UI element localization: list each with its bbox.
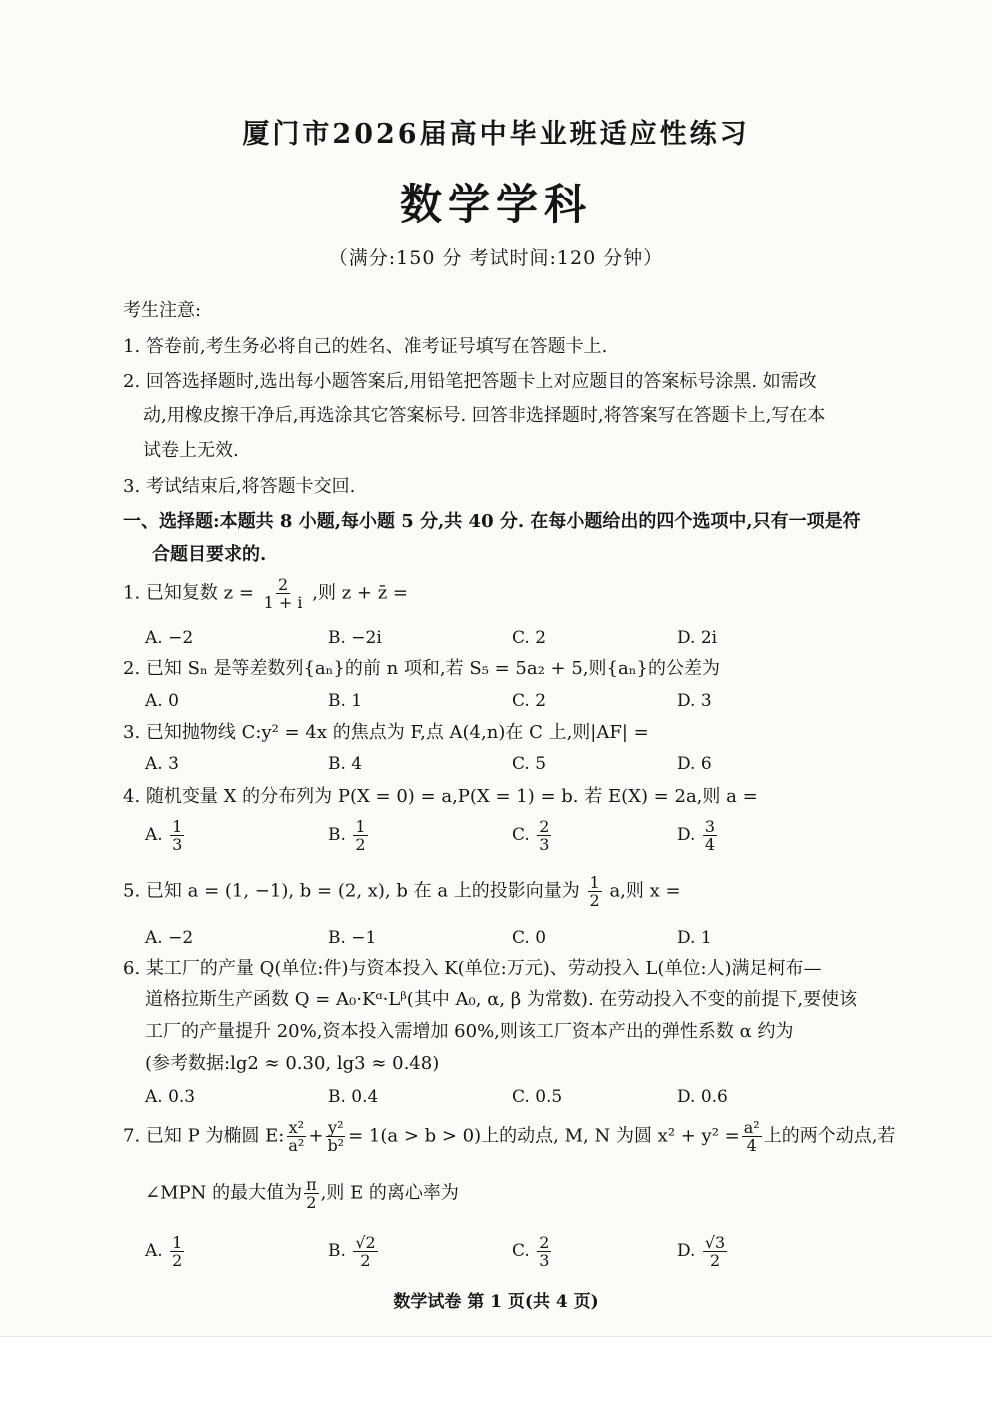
fraction — [325, 1119, 346, 1154]
question-text: ∠MPN 的最大值为 — [145, 1182, 303, 1204]
fraction-numerator: 3 — [704, 817, 716, 836]
question-text: 7. 已知 P 为椭圆 E: — [123, 1125, 285, 1147]
fraction-denominator: 3 — [172, 835, 183, 854]
question-6-line: 工厂的产量提升 20%,资本投入需增加 60%,则该工厂资本产出的弹性系数 α 约为 — [145, 1021, 794, 1042]
below-page-area — [0, 1337, 992, 1403]
notice-item: 3. 考试结束后,将答题卡交回. — [123, 476, 356, 497]
option-a: A. 0 — [145, 691, 179, 711]
fraction-numerator: 2 — [539, 1233, 550, 1252]
option-a — [145, 1234, 186, 1269]
fraction-denominator: 2 — [709, 1251, 721, 1270]
question-1 — [123, 576, 408, 611]
notice-item: 1. 答卷前,考生务必将自己的姓名、准考证号填写在答题卡上. — [123, 336, 608, 357]
option-label: A. — [145, 1241, 163, 1261]
exam-title: 厦门市2026届高中毕业班适应性练习 — [242, 119, 750, 150]
option-c — [512, 1234, 553, 1269]
question-text: 上的两个动点,若 — [763, 1125, 896, 1147]
fraction-denominator: 2 — [360, 1251, 371, 1270]
fraction-numerator: 1 — [355, 817, 366, 836]
fraction — [742, 1119, 762, 1154]
section-heading: 一、选择题:本题共 8 小题,每小题 5 分,共 40 分. 在每小题给出的四个选项中,只有一项是符 — [123, 511, 861, 532]
option-c: C. 2 — [512, 628, 547, 648]
fraction — [537, 1234, 551, 1269]
option-d: D. 3 — [677, 691, 712, 711]
option-a: A. −2 — [145, 928, 194, 948]
option-b: B. −2i — [328, 628, 382, 648]
question-6-line: (参考数据:lg2 ≈ 0.30, lg3 ≈ 0.48) — [145, 1053, 440, 1074]
notice-heading: 考生注意: — [123, 300, 202, 321]
fraction-denominator: b² — [327, 1136, 345, 1155]
option-c: C. 2 — [512, 691, 547, 711]
fraction — [703, 818, 717, 853]
question-7-line — [145, 1176, 459, 1211]
option-b: B. 0.4 — [328, 1087, 379, 1107]
option-d: D. 2i — [677, 628, 718, 648]
option-d: D. 0.6 — [677, 1087, 728, 1107]
question-text: 5. 已知 a = (1, −1), b = (2, x), b 在 a 上的投影向量为 — [123, 880, 580, 902]
fraction — [703, 1234, 727, 1269]
exam-meta: （满分:150 分 考试时间:120 分钟） — [328, 247, 664, 269]
option-label: D. — [677, 825, 696, 845]
question-3: 3. 已知抛物线 C:y² = 4x 的焦点为 F,点 A(4,n)在 C 上,则|AF| = — [123, 722, 649, 743]
option-a: A. 0.3 — [145, 1087, 196, 1107]
notice-item: 试卷上无效. — [143, 440, 239, 461]
fraction-denominator: 1 + i — [263, 593, 303, 612]
fraction-denominator: 2 — [172, 1251, 183, 1270]
question-2: 2. 已知 Sₙ 是等差数列{aₙ}的前 n 项和,若 S₅ = 5a₂ + 5,则{aₙ}的公差为 — [123, 658, 720, 679]
fraction — [353, 818, 367, 853]
option-label: B. — [328, 825, 346, 845]
fraction — [353, 1234, 377, 1269]
option-c: C. 5 — [512, 754, 547, 774]
question-text: 1. 已知复数 z = — [123, 582, 254, 604]
option-d — [677, 818, 719, 853]
option-a: A. −2 — [145, 628, 194, 648]
fraction-denominator: 4 — [704, 835, 716, 854]
option-c: C. 0 — [512, 928, 547, 948]
question-6: 6. 某工厂的产量 Q(单位:件)与资本投入 K(单位:万元)、劳动投入 L(单位:人)满足柯布— — [123, 958, 822, 979]
question-text: a,则 x = — [609, 880, 681, 902]
section-heading: 合题目要求的. — [152, 544, 267, 565]
fraction-numerator: 2 — [539, 817, 550, 836]
fraction-denominator: 2 — [355, 835, 366, 854]
fraction-numerator: π — [306, 1175, 317, 1194]
fraction — [262, 576, 305, 611]
question-text: ,则 z + z̄ = — [312, 582, 408, 604]
fraction-numerator: 2 — [277, 575, 289, 594]
option-label: B. — [328, 1241, 346, 1261]
option-a: A. 3 — [145, 754, 179, 774]
fraction — [286, 1119, 306, 1154]
option-c — [512, 818, 553, 853]
fraction-denominator: 4 — [746, 1136, 757, 1155]
fraction-numerator: 1 — [172, 1233, 183, 1252]
fraction — [537, 818, 551, 853]
option-d — [677, 1234, 729, 1269]
notice-item: 2. 回答选择题时,选出每小题答案后,用铅笔把答题卡上对应题目的答案标号涂黑. 如需改 — [123, 371, 817, 392]
fraction-numerator: x² — [288, 1118, 305, 1137]
question-text: ,则 E 的离心率为 — [320, 1182, 459, 1204]
fraction-denominator: 3 — [539, 835, 550, 854]
fraction-numerator: √2 — [355, 1233, 376, 1252]
option-label: A. — [145, 825, 163, 845]
question-5 — [123, 874, 681, 909]
fraction — [588, 874, 602, 909]
fraction — [170, 1234, 184, 1269]
option-label: C. — [512, 825, 530, 845]
plus-sign: + — [308, 1125, 324, 1147]
question-4: 4. 随机变量 X 的分布列为 P(X = 0) = a,P(X = 1) = b. 若 E(X) = 2a,则 a = — [123, 786, 758, 807]
fraction-numerator: y² — [328, 1118, 344, 1137]
fraction-denominator: 2 — [589, 891, 600, 910]
option-label: D. — [677, 1241, 696, 1261]
notice-item: 动,用橡皮擦干净后,再选涂其它答案标号. 回答非选择题时,将答案写在答题卡上,写在本 — [143, 405, 826, 426]
question-6-line: 道格拉斯生产函数 Q = A₀·Kᵅ·Lᵝ(其中 A₀, α, β 为常数). 在劳动投入不变的前提下,要使该 — [145, 989, 858, 1010]
option-b — [328, 818, 370, 853]
subject-title: 数学学科 — [399, 180, 592, 229]
option-label: C. — [512, 1241, 530, 1261]
fraction-numerator: 1 — [589, 873, 600, 892]
fraction-denominator: 2 — [306, 1193, 317, 1212]
fraction — [304, 1176, 319, 1211]
option-a — [145, 818, 186, 853]
fraction-denominator: 3 — [539, 1251, 550, 1270]
page-footer: 数学试卷 第 1 页(共 4 页) — [393, 1292, 599, 1312]
question-text: = 1(a > b > 0)上的动点, M, N 为圆 x² + y² = — [348, 1125, 740, 1147]
option-b: B. −1 — [328, 928, 377, 948]
option-b: B. 1 — [328, 691, 363, 711]
option-c: C. 0.5 — [512, 1087, 563, 1107]
fraction — [170, 818, 184, 853]
option-d: D. 1 — [677, 928, 712, 948]
option-b — [328, 1234, 380, 1269]
fraction-numerator: 1 — [172, 817, 183, 836]
fraction-denominator: a² — [288, 1136, 305, 1155]
option-d: D. 6 — [677, 754, 712, 774]
option-b: B. 4 — [328, 754, 363, 774]
fraction-numerator: a² — [743, 1118, 760, 1137]
fraction-numerator: √3 — [704, 1233, 726, 1252]
question-7 — [123, 1119, 895, 1154]
